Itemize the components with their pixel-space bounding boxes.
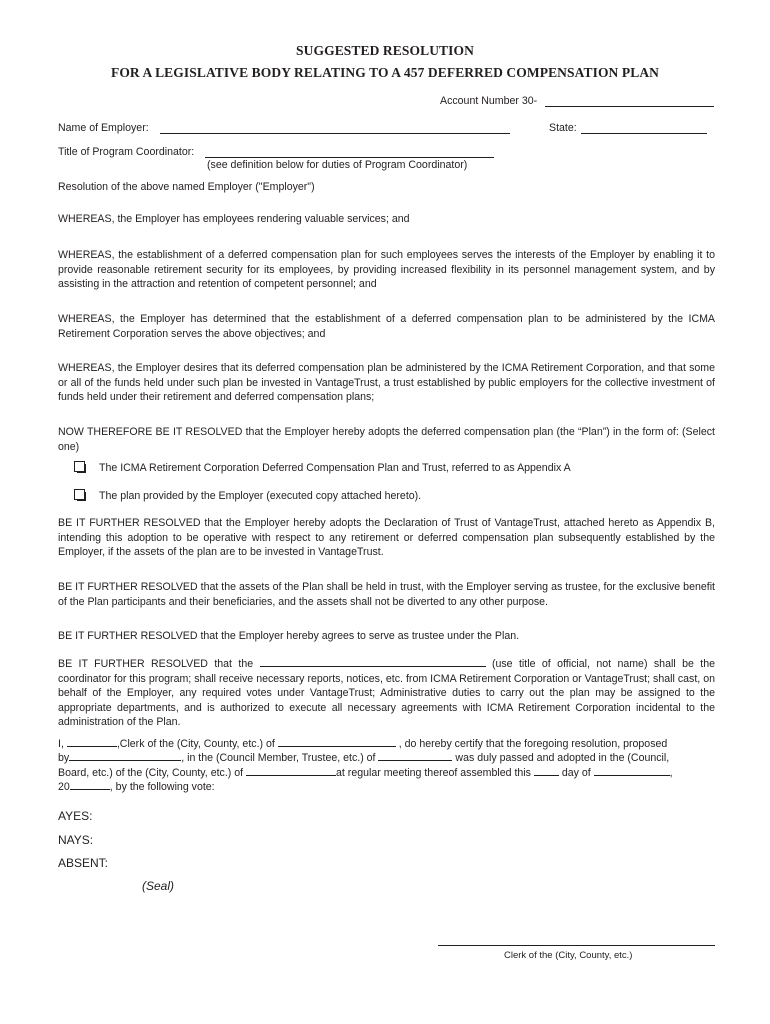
clerk-signature-line[interactable] [438, 945, 715, 946]
state-field[interactable] [581, 133, 707, 134]
option-employer-plan-checkbox[interactable] [74, 489, 85, 500]
whereas-paragraph-3: WHEREAS, the Employer has determined that the establishment of a deferred compensation plan to be administered by the ICMA Retirement Corporation serves the above objectives; and [58, 313, 715, 340]
whereas-paragraph-2: WHEREAS, the establishment of a deferred compensation plan for such employees serves the interests of the Employer by enabling it to provide reasonable retirement security for its employees, by providing increased flexibility in its personnel management system, and by assisting in the attraction and retention of competent personnel; and [58, 249, 715, 291]
cert-i-text: I, [58, 738, 64, 750]
whereas-paragraph-4: WHEREAS, the Employer desires that its deferred compensation plan be administered by the ICMA Retirement Corporation, and that some or all of the funds held under such plan be invested in VantageTrust, a trust established by public employers for the collective investment of funds held under their retirement and deferred compensation plans; [58, 362, 715, 404]
option-icma-plan-checkbox[interactable] [74, 461, 85, 472]
coordinator-note: (see definition below for duties of Program Coordinator) [207, 159, 468, 171]
whereas-paragraph-1: WHEREAS, the Employer has employees rendering valuable services; and [58, 213, 410, 225]
jurisdiction-field[interactable] [278, 736, 396, 747]
cert-certify-text: , do hereby certify that the foregoing resolution, proposed [398, 738, 668, 750]
certification-line-4 [58, 779, 715, 795]
nays-label: NAYS: [58, 833, 94, 847]
official-title-field[interactable] [260, 656, 486, 667]
account-number-label: Account Number 30- [440, 95, 538, 107]
cert-clerk-text: ,Clerk of the (City, County, etc.) of [116, 738, 275, 750]
cert-board-text: Board, etc.) of the (City, County, etc.) of [58, 767, 244, 779]
ayes-label: AYES: [58, 809, 93, 823]
cert-year-text: 20 [58, 781, 70, 793]
city-county-field[interactable] [246, 765, 336, 776]
further-resolved-4-rest: (use title of official, not name) shall be the coordinator for this program; shall receive necessary reports, notices, etc. from ICMA Retirement Corporation or VantageTrust; shall cast, on behalf of the Employer, any required votes under VantageTrust; Administrative duties to carry out the plan may be assigned to the appropriate departments, and is authorized to execute all necessary agreements with ICMA Retirement Corporation incidental to the administration of the Plan. [58, 658, 716, 729]
resolution-intro: Resolution of the above named Employer ("Employer") [58, 181, 315, 193]
state-label: State: [549, 122, 577, 134]
cert-council-text: , in the (Council Member, Trustee, etc.) of [181, 752, 376, 764]
now-therefore-paragraph: NOW THEREFORE BE IT RESOLVED that the Employer hereby adopts the deferred compensation plan (the “Plan”) in the form of: (Select one) [58, 426, 715, 453]
further-resolved-paragraph-1: BE IT FURTHER RESOLVED that the Employer hereby adopts the Declaration of Trust of VantageTrust, attached hereto as Appendix B, intending this adoption to be operative with respect to any retirement or deferred compensation plan subsequently established by the Employer, if the assets of the plan are to be invested in VantageTrust. [58, 517, 715, 559]
coordinator-title-label: Title of Program Coordinator: [58, 146, 195, 158]
council-member-field[interactable] [378, 750, 452, 761]
certification-line-2 [58, 750, 715, 766]
year-field[interactable] [70, 779, 110, 790]
document-subtitle: FOR A LEGISLATIVE BODY RELATING TO A 457 DEFERRED COMPENSATION PLAN [110, 65, 660, 80]
employer-name-field[interactable] [160, 133, 510, 134]
employer-name-label: Name of Employer: [58, 122, 149, 134]
cert-passed-text: was duly passed and adopted in the (Council, [455, 752, 670, 764]
meeting-month-field[interactable] [594, 765, 670, 776]
seal-label: (Seal) [142, 879, 175, 893]
cert-vote-text: , by the following vote: [109, 781, 215, 793]
absent-label: ABSENT: [58, 856, 109, 870]
document-title: SUGGESTED RESOLUTION [296, 43, 474, 58]
further-resolved-paragraph-3: BE IT FURTHER RESOLVED that the Employer hereby agrees to serve as trustee under the Plan. [58, 630, 520, 642]
further-resolved-paragraph-4 [58, 656, 715, 730]
cert-comma-text: , [669, 767, 673, 779]
meeting-day-field[interactable] [534, 765, 559, 776]
option-icma-plan-label: The ICMA Retirement Corporation Deferred Compensation Plan and Trust, referred to as Appendix A [99, 462, 571, 474]
account-number-field[interactable] [545, 106, 714, 107]
cert-day-text: day of [561, 767, 591, 779]
cert-meeting-text: at regular meeting thereof assembled this [336, 767, 531, 779]
further-resolved-4-start: BE IT FURTHER RESOLVED that the [58, 658, 254, 670]
clerk-signature-caption: Clerk of the (City, County, etc.) [504, 950, 633, 961]
cert-by-text: by [58, 752, 70, 764]
option-employer-plan-label: The plan provided by the Employer (executed copy attached hereto). [99, 490, 422, 502]
proposed-by-field[interactable] [69, 750, 181, 761]
further-resolved-paragraph-2: BE IT FURTHER RESOLVED that the assets of the Plan shall be held in trust, with the Employer serving as trustee, for the exclusive benefit of the Plan participants and their beneficiaries, and the assets shall not be diverted to any other purpose. [58, 581, 715, 608]
clerk-name-field[interactable] [67, 736, 117, 747]
